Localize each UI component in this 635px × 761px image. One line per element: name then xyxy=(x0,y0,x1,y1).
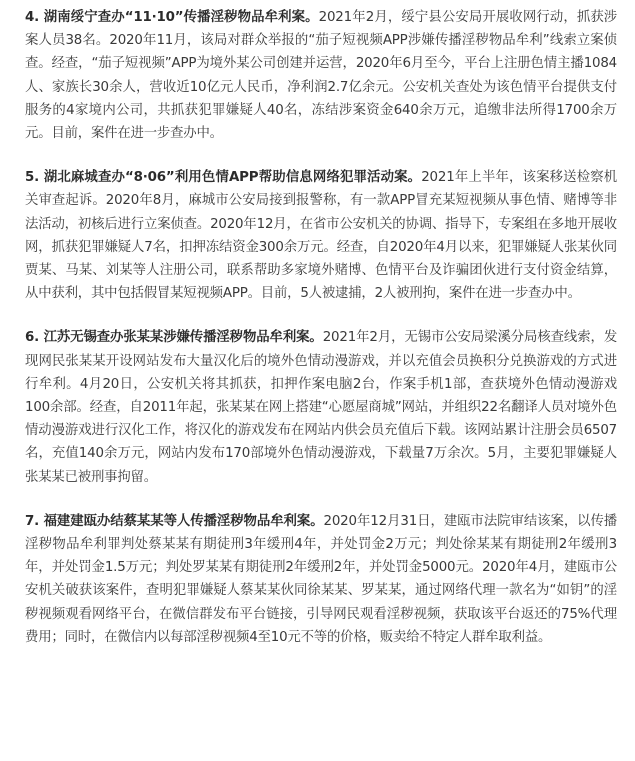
case-body: 2021年上半年，该案移送检察机关审查起诉。2020年8月，麻城市公安局接到报警称，有一款APP冒充某短视频从事色情、赌博等非法活动，初核后进行立案侦查。2020年12月，在省市公安机关的协调、指导下，专案组在多地开展收网，抓获犯罪嫌疑人7名，扣押冻结资金300余万元。经查，自2020年4月以来，犯罪嫌疑人张某伙同贾某、马某、刘某等人注册公司，联系帮助多家境外赌博、色情平台及诈骗团伙进行支付资金结算，从中获利，其中包括假冒某短视频APP。目前，5人被逮捕，2人被刑拘，案件在进一步查办中。 xyxy=(25,170,617,302)
case-title: 7. 福建建瓯办结蔡某某等人传播淫秽物品牟利案。 xyxy=(25,513,324,529)
case-item-6 xyxy=(25,326,617,488)
case-body: 2021年2月，绥宁县公安局开展收网行动，抓获涉案人员38名。2020年11月，该局对群众举报的“茄子短视频APP涉嫌传播淫秽物品牟利”线索立案侦查。经查，“茄子短视频”APP为境外某公司创建并运营，2020年6月至今，平台上注册色情主播1084人、家族长30余人，营收近10亿元人民币，净利润2.7亿余元。公安机关查处为该色情平台提供支付服务的4家境内公司，共抓获犯罪嫌疑人40名，冻结涉案资金640余万元，追缴非法所得1700余万元。目前，案件在进一步查办中。 xyxy=(25,10,618,142)
case-body: 2020年12月31日，建瓯市法院审结该案，以传播淫秽物品牟利罪判处蔡某某有期徒刑3年缓刑4年，并处罚金2万元；判处徐某某有期徒刑2年缓刑3年，并处罚金1.5万元；判处罗某某有期徒刑2年缓刑2年，并处罚金5000元。2020年4月，建瓯市公安机关破获该案件，查明犯罪嫌疑人蔡某某伙同徐某某、罗某某，通过网络代理一款名为“如钥”的淫秽视频观看网络平台，在微信群发布平台链接，引导网民观看淫秽视频，获取该平台返还的75%代理费用；同时，在微信内以每部淫秽视频4至10元不等的价格，贩卖给不特定人群牟取利益。 xyxy=(25,513,617,645)
case-title: 4. 湖南绥宁查办“11·10”传播淫秽物品牟利案。 xyxy=(25,10,319,25)
case-item-7 xyxy=(25,510,617,649)
case-item-4 xyxy=(25,6,617,145)
case-title: 6. 江苏无锡查办张某某涉嫌传播淫秽物品牟利案。 xyxy=(25,330,323,346)
case-item-5 xyxy=(25,166,617,305)
case-title: 5. 湖北麻城查办“8·06”利用色情APP帮助信息网络犯罪活动案。 xyxy=(25,170,422,186)
case-body: 2021年2月，无锡市公安局梁溪分局核查线索，发现网民张某某开设网站发布大量汉化后的境外色情动漫游戏，并以充值会员换积分兑换游戏的方式进行牟利。4月20日，公安机关将其抓获，扣押作案电脑2台，作案手机1部，查获境外色情动漫游戏100余部。经查，自2011年起，张某某在网上搭建“心愿屋商城”网站，并组织22名翻译人员对境外色情动漫游戏进行汉化工作，将汉化的游戏发布在网站内供会员充值后下载。该网站累计注册会员6507名，充值140余万元，网站内发布170部境外色情动漫游戏，下载量7万余次。5月，主要犯罪嫌疑人张某某已被刑事拘留。 xyxy=(25,330,618,485)
